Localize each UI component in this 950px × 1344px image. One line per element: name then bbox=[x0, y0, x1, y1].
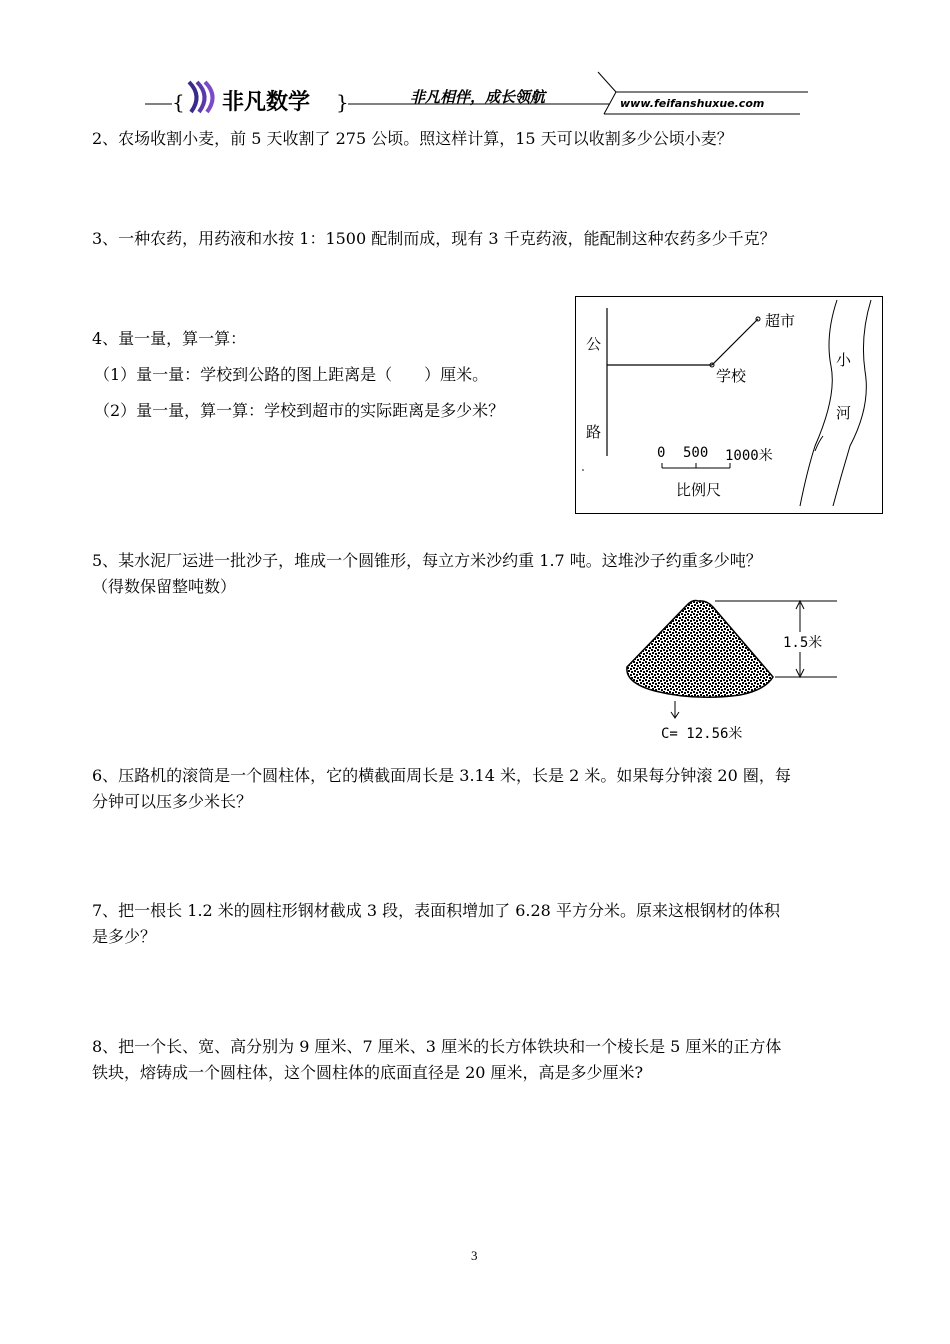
map-river-char-2: 河 bbox=[836, 404, 852, 422]
map-diagram bbox=[575, 296, 883, 514]
map-river-char-1: 小 bbox=[836, 351, 852, 369]
question-4-part-1: （1）量一量：学校到公路的图上距离是（ ）厘米。 bbox=[94, 365, 489, 384]
map-road-char-1: 公 bbox=[586, 335, 602, 353]
map-scale-label: 比例尺 bbox=[676, 481, 722, 499]
question-8-line-2: 铁块，熔铸成一个圆柱体，这个圆柱体的底面直径是 20 厘米，高是多少厘米? bbox=[92, 1063, 644, 1082]
question-6-line-2: 分钟可以压多少米长？ bbox=[92, 792, 253, 811]
map-scale-1000: 1000米 bbox=[725, 448, 773, 464]
brand-logo-icon bbox=[185, 80, 221, 114]
map-school-label: 学校 bbox=[716, 367, 747, 385]
question-2: 2、农场收割小麦，前 5 天收割了 275 公顷。照这样计算，15 天可以收割多少公顷小麦？ bbox=[92, 129, 733, 148]
question-8-line-1: 8、把一个长、宽、高分别为 9 厘米、7 厘米、3 厘米的长方体铁块和一个棱长是 5 厘米的正方体 bbox=[92, 1037, 782, 1056]
map-supermarket-label: 超市 bbox=[765, 312, 796, 330]
map-scale-500: 500 bbox=[683, 445, 709, 461]
bracket-left: { bbox=[172, 90, 185, 114]
map-road-char-2: 路 bbox=[586, 423, 602, 441]
page-header bbox=[0, 0, 950, 120]
brand-name: 非凡数学 bbox=[222, 90, 311, 115]
cone-circumference-label: C= 12.56米 bbox=[661, 726, 743, 742]
website: www.feifanshuxue.com bbox=[620, 97, 765, 110]
question-6-line-1: 6、压路机的滚筒是一个圆柱体，它的横截面周长是 3.14 米，长是 2 米。如果每分钟滚 20 圈，每 bbox=[92, 766, 791, 785]
question-4-title: 4、量一量，算一算： bbox=[92, 329, 247, 348]
cone-diagram bbox=[615, 595, 845, 745]
map-scale-0: 0 bbox=[657, 445, 666, 461]
page-number: 3 bbox=[471, 1248, 478, 1263]
question-4-part-2: （2）量一量，算一算：学校到超市的实际距离是多少米？ bbox=[94, 401, 505, 420]
bracket-right: } bbox=[336, 90, 349, 114]
question-5-line-2: （得数保留整吨数） bbox=[92, 577, 237, 596]
question-5-line-1: 5、某水泥厂运进一批沙子，堆成一个圆锥形，每立方米沙约重 1.7 吨。这堆沙子约重多少吨？ bbox=[92, 551, 762, 570]
question-7-line-1: 7、把一根长 1.2 米的圆柱形钢材截成 3 段，表面积增加了 6.28 平方分米。原来这根钢材的体积 bbox=[92, 901, 780, 920]
slogan: 非凡相伴，成长领航 bbox=[410, 88, 546, 106]
question-3: 3、一种农药，用药液和水按 1：1500 配制而成，现有 3 千克药液，能配制这种农药多少千克？ bbox=[92, 229, 776, 248]
question-7-line-2: 是多少？ bbox=[92, 927, 157, 946]
cone-height-label: 1.5米 bbox=[783, 632, 822, 652]
